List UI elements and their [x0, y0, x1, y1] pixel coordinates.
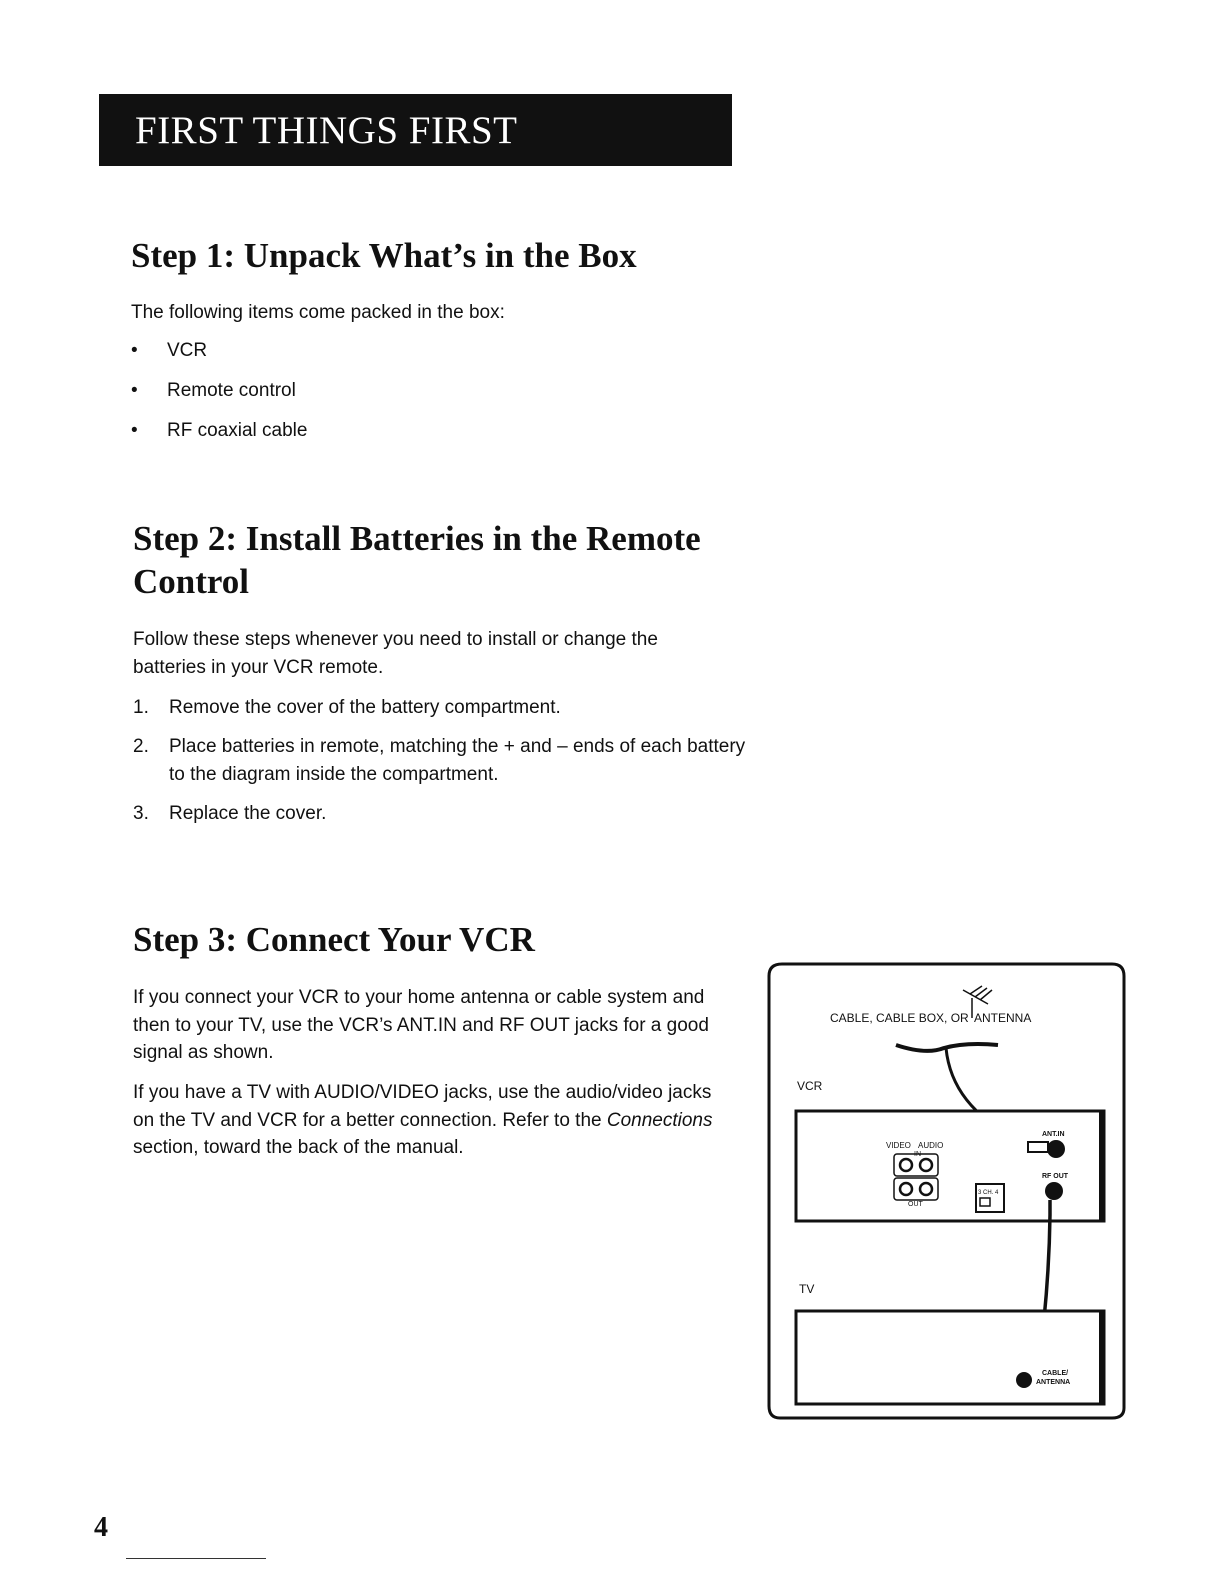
svg-text:AUDIO: AUDIO: [918, 1141, 944, 1150]
step2-heading: Step 2: Install Batteries in the Remote Control: [133, 519, 701, 601]
footer-rule: [126, 1558, 266, 1559]
step1-intro: The following items come packed in the box:: [131, 302, 505, 323]
svg-text:VIDEO: VIDEO: [886, 1141, 911, 1150]
manual-page: FIRST THINGS FIRST Step 1: Unpack What’s in the Box The following items come packed in the box: • VCR • Remote control • RF coaxial cable Step 2: Install Batteries in the Remote Control Follow these steps whenever you need to install or change the batteries in your VCR remote. 1. Remove the cover of the battery compartment. 2. Place batteries in remote, matching the + and – ends of each battery to the diagram inside the compartment. 3. Replace the cover. Step 3: Connect Your VCR If you connect your VCR to your home antenna or cable system and then to your TV, use the VCR’s ANT.IN and RF OUT jacks for a good signal as shown. If you have a TV with AUDIO/VIDEO jacks, use the audio/video jacks on the TV and VCR for a better connection. Refer to the Connections section, toward the back of the manual. CABLE, CABLE BOX, OR ANTENNA VCR VIDEO AUDIO IN OUT 3 CH. 4 ANT.IN RF OUT TV CABLE/ ANTENNA 4: [0, 0, 1224, 1584]
vcr-back-panel: [796, 1111, 1104, 1221]
page-number: 4: [94, 1512, 108, 1543]
step3-para1: If you connect your VCR to your home antenna or cable system and then to your TV, use the VCR’s ANT.IN and RF OUT jacks for a good signal as shown.: [133, 987, 709, 1063]
svg-text:RF OUT: RF OUT: [1042, 1173, 1069, 1180]
svg-text:ANT.IN: ANT.IN: [1042, 1131, 1065, 1138]
svg-text:CABLE/: CABLE/: [1042, 1370, 1069, 1377]
ant-in-jack: [1047, 1140, 1065, 1158]
svg-text:3 CH. 4: 3 CH. 4: [978, 1190, 999, 1196]
vcr-label: VCR: [797, 1079, 823, 1093]
source-label: ANTENNA: [974, 1011, 1032, 1025]
source-label: CABLE, CABLE BOX, OR: [830, 1011, 969, 1025]
svg-text:IN: IN: [914, 1151, 921, 1158]
svg-text:OUT: OUT: [908, 1201, 923, 1208]
svg-text:ANTENNA: ANTENNA: [1036, 1379, 1071, 1386]
rf-out-jack: [1045, 1182, 1063, 1200]
connection-diagram: [766, 960, 1126, 1420]
step3-heading: Step 3: Connect Your VCR: [133, 920, 535, 959]
tv-antenna-jack: [1016, 1372, 1032, 1388]
section-banner: [99, 94, 732, 166]
section-title: FIRST THINGS FIRST: [135, 109, 518, 152]
step1-heading: Step 1: Unpack What’s in the Box: [131, 236, 637, 275]
step3-para2: If you have a TV with AUDIO/VIDEO jacks, use the audio/video jacks on the TV and VCR for a better connection. Refer to the Connections section, toward the back of the manual.: [133, 1082, 713, 1158]
step2-intro: Follow these steps whenever you need to install or change the batteries in your VCR remote.: [133, 629, 658, 678]
tv-label: TV: [799, 1282, 815, 1296]
tv-back-panel: [796, 1311, 1104, 1404]
